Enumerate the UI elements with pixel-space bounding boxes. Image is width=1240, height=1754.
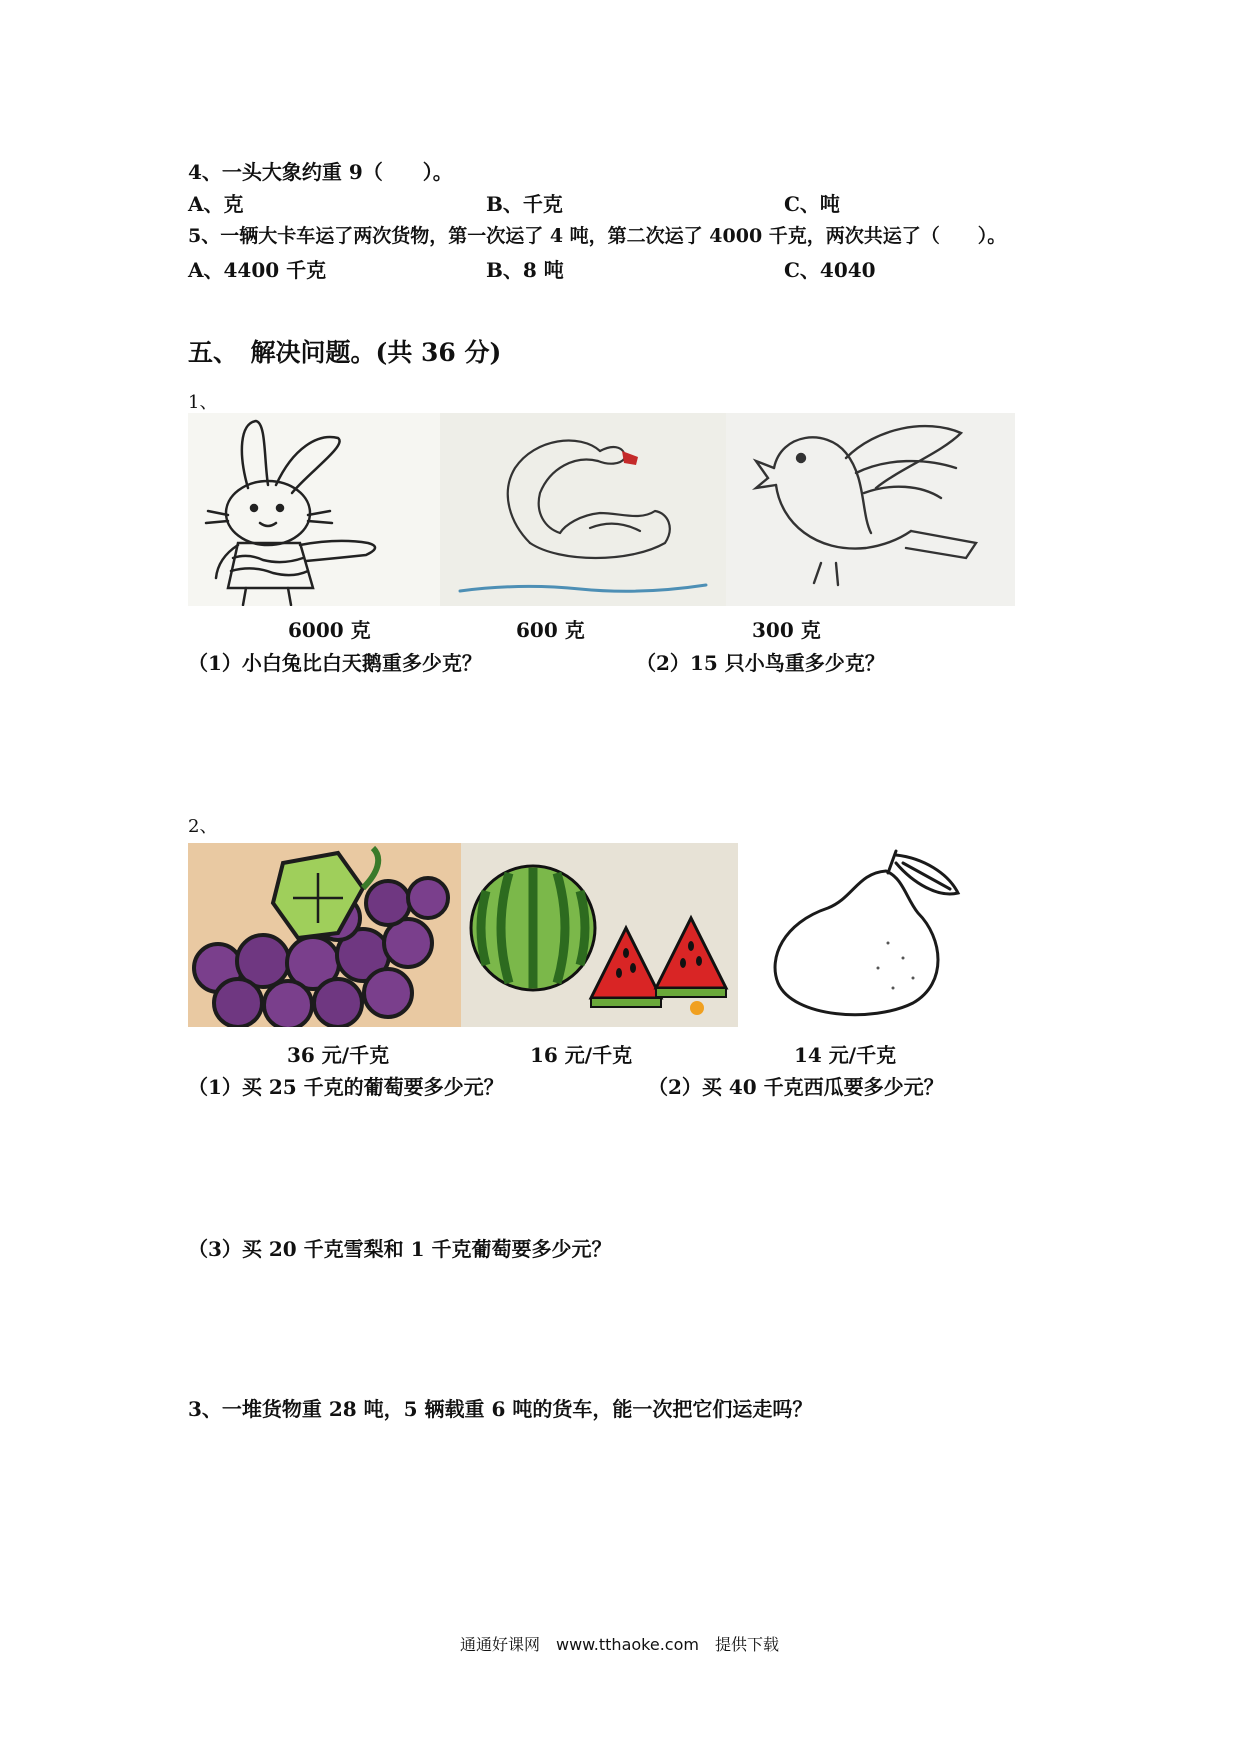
problem-1-question-1: （1）小白兔比白天鹅重多少克？ bbox=[188, 651, 482, 675]
watermelon-price: 16 元/千克 bbox=[530, 1043, 633, 1067]
problem-1-number: 1、 bbox=[188, 392, 218, 413]
grapes-picture bbox=[188, 843, 461, 1027]
q4-option-a: A、克 bbox=[188, 192, 244, 216]
section-title: 五、 解决问题。(共 36 分) bbox=[188, 338, 502, 367]
watermelon-picture bbox=[461, 843, 738, 1027]
problem-2-question-1: （1）买 25 千克的葡萄要多少元？ bbox=[188, 1075, 504, 1099]
pear-price: 14 元/千克 bbox=[794, 1043, 897, 1067]
q4-stem: 4、一头大象约重 9（ ）。 bbox=[188, 160, 453, 184]
problem-2-question-2: （2）买 40 千克西瓜要多少元？ bbox=[648, 1075, 944, 1099]
q4-option-c: C、吨 bbox=[784, 192, 840, 216]
problem-2-question-3: （3）买 20 千克雪梨和 1 千克葡萄要多少元？ bbox=[188, 1237, 612, 1261]
page-footer: 通通好课网 www.tthaoke.com 提供下载 bbox=[460, 1635, 779, 1654]
q4-option-b: B、千克 bbox=[486, 192, 563, 216]
grape-price: 36 元/千克 bbox=[287, 1043, 390, 1067]
pear-picture bbox=[738, 843, 980, 1027]
q5-option-a: A、4400 千克 bbox=[188, 258, 327, 282]
problem-2-number: 2、 bbox=[188, 816, 218, 837]
rabbit-picture bbox=[188, 413, 440, 606]
goose-picture bbox=[440, 413, 726, 606]
q5-option-c: C、4040 bbox=[784, 258, 876, 282]
problem-1-question-2: （2）15 只小鸟重多少克？ bbox=[636, 651, 885, 675]
q5-option-b: B、8 吨 bbox=[486, 258, 564, 282]
problem-3: 3、一堆货物重 28 吨，5 辆载重 6 吨的货车，能一次把它们运走吗？ bbox=[188, 1397, 813, 1421]
q5-stem: 5、一辆大卡车运了两次货物，第一次运了 4 吨，第二次运了 4000 千克，两次共运了（ ）。 bbox=[188, 225, 1007, 247]
bird-picture bbox=[726, 413, 1015, 606]
bird-weight: 300 克 bbox=[752, 618, 821, 642]
rabbit-weight: 6000 克 bbox=[288, 618, 371, 642]
goose-weight: 600 克 bbox=[516, 618, 585, 642]
